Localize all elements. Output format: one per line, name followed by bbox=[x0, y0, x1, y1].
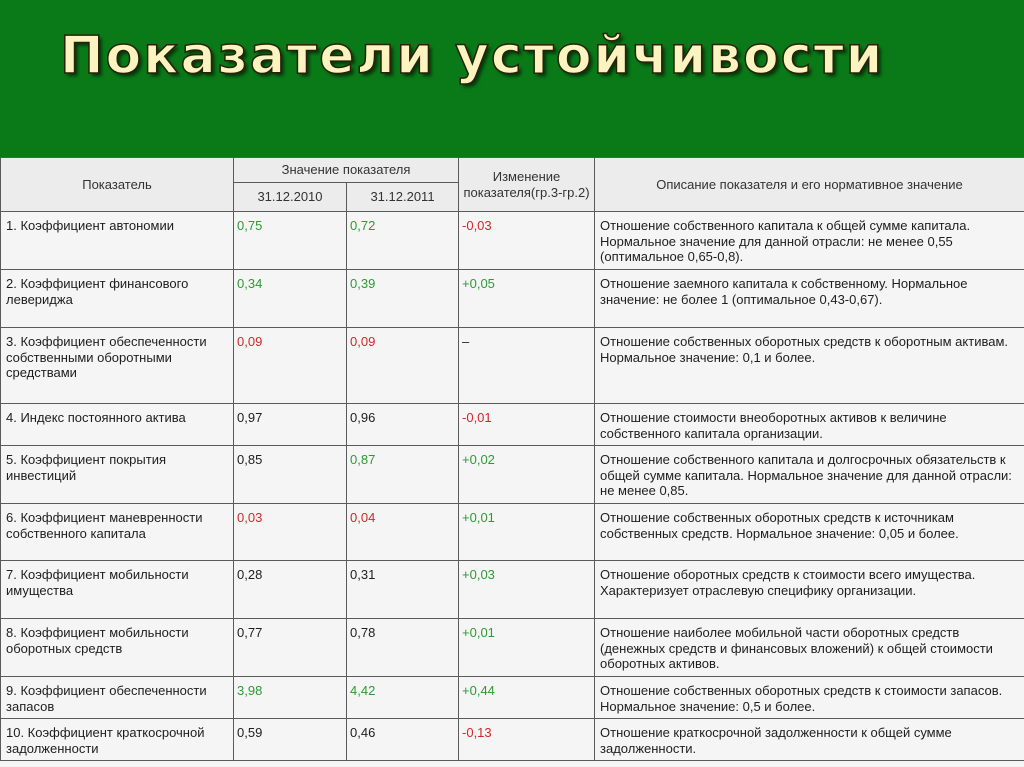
indicator-description: Отношение собственного капитала и долгосрочных обязательств к общей сумме капитала. Нормальное значение для данной отрасли: не менее 0,85. bbox=[595, 446, 1024, 504]
header-description: Описание показателя и его нормативное значение bbox=[595, 158, 1024, 212]
indicator-description: Отношение краткосрочной задолженности к общей сумме задолженности. bbox=[595, 719, 1024, 761]
title-banner bbox=[0, 0, 1024, 157]
table-row bbox=[1, 719, 1024, 761]
indicator-description: Отношение наиболее мобильной части оборотных средств (денежных средств и финансовых вложений) к общей стоимости оборотных активов. bbox=[595, 619, 1024, 677]
indicator-name: 2. Коэффициент финансового левериджа bbox=[1, 270, 234, 328]
table-row bbox=[1, 619, 1024, 677]
value-2010: 3,98 bbox=[234, 677, 347, 719]
value-2010: 0,85 bbox=[234, 446, 347, 504]
change-value: +0,05 bbox=[459, 270, 595, 328]
change-value: -0,03 bbox=[459, 212, 595, 270]
table-row bbox=[1, 212, 1024, 270]
value-2011: 0,46 bbox=[347, 719, 459, 761]
change-value: -0,13 bbox=[459, 719, 595, 761]
indicator-description: Отношение собственного капитала к общей сумме капитала. Нормальное значение для данной отрасли: не менее 0,55 (оптимальное 0,65-0,8). bbox=[595, 212, 1024, 270]
indicator-description: Отношение собственных оборотных средств к источникам собственных средств. Нормальное значение: 0,05 и более. bbox=[595, 504, 1024, 561]
indicator-name: 6. Коэффициент маневренности собственного капитала bbox=[1, 504, 234, 561]
value-2010: 0,75 bbox=[234, 212, 347, 270]
value-2010: 0,34 bbox=[234, 270, 347, 328]
indicator-name: 1. Коэффициент автономии bbox=[1, 212, 234, 270]
change-value: +0,03 bbox=[459, 561, 595, 619]
value-2011: 0,78 bbox=[347, 619, 459, 677]
indicator-name: 10. Коэффициент краткосрочной задолженности bbox=[1, 719, 234, 761]
value-2010: 0,77 bbox=[234, 619, 347, 677]
table-row bbox=[1, 677, 1024, 719]
change-value: +0,02 bbox=[459, 446, 595, 504]
table-row bbox=[1, 328, 1024, 404]
change-value: +0,44 bbox=[459, 677, 595, 719]
change-value: -0,01 bbox=[459, 404, 595, 446]
value-2011: 4,42 bbox=[347, 677, 459, 719]
indicator-name: 7. Коэффициент мобильности имущества bbox=[1, 561, 234, 619]
indicator-description: Отношение собственных оборотных средств к стоимости запасов. Нормальное значение: 0,5 и более. bbox=[595, 677, 1024, 719]
table-row bbox=[1, 504, 1024, 561]
indicator-name: 3. Коэффициент обеспеченности собственными оборотными средствами bbox=[1, 328, 234, 404]
value-2011: 0,39 bbox=[347, 270, 459, 328]
value-2010: 0,97 bbox=[234, 404, 347, 446]
header-indicator: Показатель bbox=[1, 158, 234, 212]
value-2011: 0,31 bbox=[347, 561, 459, 619]
value-2010: 0,28 bbox=[234, 561, 347, 619]
indicator-name: 8. Коэффициент мобильности оборотных средств bbox=[1, 619, 234, 677]
value-2011: 0,09 bbox=[347, 328, 459, 404]
value-2010: 0,09 bbox=[234, 328, 347, 404]
table-row bbox=[1, 404, 1024, 446]
table-row bbox=[1, 270, 1024, 328]
indicator-description: Отношение оборотных средств к стоимости всего имущества. Характеризует отраслевую специфику организации. bbox=[595, 561, 1024, 619]
header-year-2010: 31.12.2010 bbox=[234, 183, 347, 212]
header-value-group: Значение показателя bbox=[234, 158, 459, 183]
stability-indicators-table bbox=[0, 157, 1024, 761]
value-2011: 0,87 bbox=[347, 446, 459, 504]
indicator-name: 4. Индекс постоянного актива bbox=[1, 404, 234, 446]
change-value: – bbox=[459, 328, 595, 404]
header-change: Изменение показателя(гр.3-гр.2) bbox=[459, 158, 595, 212]
indicator-description: Отношение собственных оборотных средств к оборотным активам. Нормальное значение: 0,1 и более. bbox=[595, 328, 1024, 404]
stability-table-container bbox=[0, 157, 1024, 767]
page-title: Показатели устойчивости bbox=[60, 26, 885, 86]
header-year-2011: 31.12.2011 bbox=[347, 183, 459, 212]
value-2011: 0,96 bbox=[347, 404, 459, 446]
value-2011: 0,04 bbox=[347, 504, 459, 561]
indicator-name: 9. Коэффициент обеспеченности запасов bbox=[1, 677, 234, 719]
table-row bbox=[1, 446, 1024, 504]
indicator-description: Отношение стоимости внеоборотных активов к величине собственного капитала организации. bbox=[595, 404, 1024, 446]
change-value: +0,01 bbox=[459, 504, 595, 561]
value-2011: 0,72 bbox=[347, 212, 459, 270]
change-value: +0,01 bbox=[459, 619, 595, 677]
value-2010: 0,59 bbox=[234, 719, 347, 761]
indicator-name: 5. Коэффициент покрытия инвестиций bbox=[1, 446, 234, 504]
table-row bbox=[1, 561, 1024, 619]
indicator-description: Отношение заемного капитала к собственному. Нормальное значение: не более 1 (оптимальное 0,43-0,67). bbox=[595, 270, 1024, 328]
value-2010: 0,03 bbox=[234, 504, 347, 561]
